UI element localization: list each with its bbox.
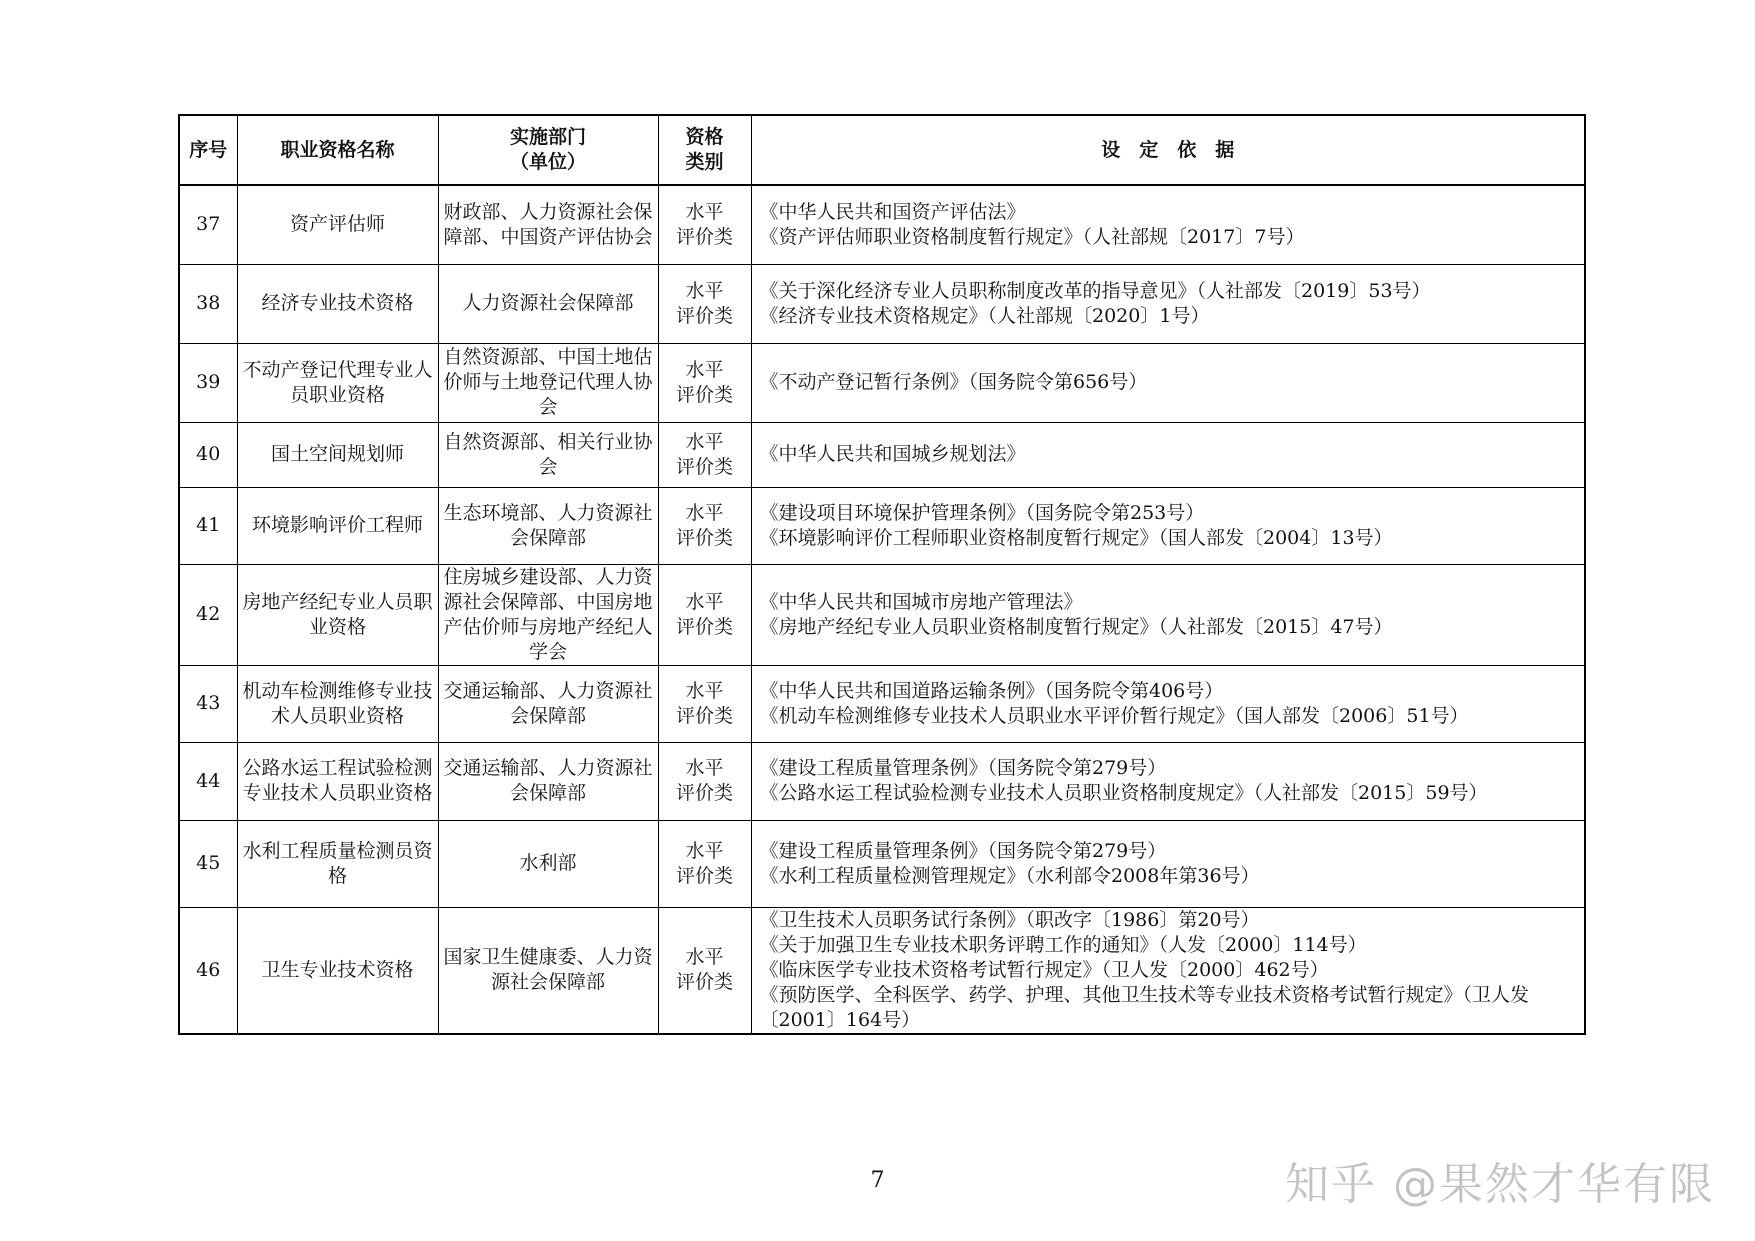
cell-category: 水平 评价类 (658, 820, 751, 907)
cell-name: 环境影响评价工程师 (237, 487, 438, 564)
cell-dept: 生态环境部、人力资源社会保障部 (438, 487, 658, 564)
cell-basis (751, 564, 1585, 665)
basis-line: 《水利工程质量检测管理规定》（水利部令2008年第36号） (759, 864, 1260, 887)
cell-category: 水平 评价类 (658, 907, 751, 1034)
table-header-row (179, 115, 1585, 185)
cell-seq: 44 (179, 742, 237, 820)
table-body (179, 185, 1585, 1034)
header-basis: 设 定 依 据 (751, 115, 1585, 185)
header-name: 职业资格名称 (237, 115, 438, 185)
cell-category: 水平 评价类 (658, 564, 751, 665)
table-row (179, 907, 1585, 1034)
cell-name: 水利工程质量检测员资格 (237, 820, 438, 907)
cell-dept: 自然资源部、中国土地估价师与土地登记代理人协会 (438, 343, 658, 422)
table-row (179, 422, 1585, 487)
page-number: 7 (870, 1168, 885, 1193)
table-row (179, 487, 1585, 564)
cell-basis (751, 343, 1585, 422)
table-row (179, 343, 1585, 422)
cell-name: 经济专业技术资格 (237, 264, 438, 343)
cell-basis (751, 820, 1585, 907)
basis-line: 《建设工程质量管理条例》（国务院令第279号） (759, 757, 1167, 779)
header-category: 资格 类别 (658, 115, 751, 185)
basis-line: 《中华人民共和国道路运输条例》（国务院令第406号） (759, 679, 1224, 702)
cell-basis (751, 185, 1585, 264)
basis-line: 《中华人民共和国资产评估法》 (759, 200, 1026, 223)
cell-basis (751, 264, 1585, 343)
cell-dept: 交通运输部、人力资源社会保障部 (438, 665, 658, 742)
cell-dept: 水利部 (438, 820, 658, 907)
header-dept: 实施部门 （单位） (438, 115, 658, 185)
basis-line: 《建设项目环境保护管理条例》（国务院令第253号） (759, 501, 1205, 524)
basis-line: 《环境影响评价工程师职业资格制度暂行规定》（国人部发〔2004〕13号） (759, 526, 1393, 549)
cell-basis (751, 742, 1585, 820)
cell-name: 机动车检测维修专业技术人员职业资格 (237, 665, 438, 742)
cell-category: 水平 评价类 (658, 487, 751, 564)
cell-name: 公路水运工程试验检测专业技术人员职业资格 (237, 742, 438, 820)
basis-line: 《关于加强卫生专业技术职务评聘工作的通知》（人发〔2000〕114号） (759, 933, 1367, 956)
basis-line: 《机动车检测维修专业技术人员职业水平评价暂行规定》（国人部发〔2006〕51号） (759, 704, 1469, 727)
basis-line: 《不动产登记暂行条例》（国务院令第656号） (759, 371, 1148, 393)
basis-line: 《卫生技术人员职务试行条例》（职改字〔1986〕第20号） (759, 908, 1260, 931)
cell-category: 水平 评价类 (658, 742, 751, 820)
table-row (179, 264, 1585, 343)
basis-line: 《关于深化经济专业人员职称制度改革的指导意见》（人社部发〔2019〕53号） (759, 279, 1431, 302)
cell-category: 水平 评价类 (658, 343, 751, 422)
table-row (179, 185, 1585, 264)
cell-name: 房地产经纪专业人员职业资格 (237, 564, 438, 665)
table-row (179, 665, 1585, 742)
basis-line: 《中华人民共和国城乡规划法》 (759, 443, 1026, 465)
cell-seq: 41 (179, 487, 237, 564)
cell-seq: 45 (179, 820, 237, 907)
cell-dept: 交通运输部、人力资源社会保障部 (438, 742, 658, 820)
basis-line: 《房地产经纪专业人员职业资格制度暂行规定》（人社部发〔2015〕47号） (759, 615, 1393, 638)
table-row (179, 820, 1585, 907)
cell-basis (751, 665, 1585, 742)
cell-seq: 37 (179, 185, 237, 264)
basis-line: 《经济专业技术资格规定》（人社部规〔2020〕1号） (759, 304, 1210, 327)
cell-name: 资产评估师 (237, 185, 438, 264)
cell-seq: 40 (179, 422, 237, 487)
cell-seq: 43 (179, 665, 237, 742)
cell-dept: 财政部、人力资源社会保障部、中国资产评估协会 (438, 185, 658, 264)
basis-line: 《预防医学、全科医学、药学、护理、其他卫生技术等专业技术资格考试暂行规定》（卫人发〔2001〕164号） (759, 983, 1530, 1031)
cell-basis (751, 907, 1585, 1034)
cell-category: 水平 评价类 (658, 185, 751, 264)
cell-name: 卫生专业技术资格 (237, 907, 438, 1034)
cell-name: 国土空间规划师 (237, 422, 438, 487)
cell-category: 水平 评价类 (658, 264, 751, 343)
cell-category: 水平 评价类 (658, 665, 751, 742)
cell-category: 水平 评价类 (658, 422, 751, 487)
qualification-table (178, 114, 1586, 1035)
cell-seq: 42 (179, 564, 237, 665)
cell-seq: 39 (179, 343, 237, 422)
cell-seq: 38 (179, 264, 237, 343)
cell-basis (751, 422, 1585, 487)
table-row (179, 742, 1585, 820)
basis-line: 《资产评估师职业资格制度暂行规定》（人社部规〔2017〕7号） (759, 225, 1305, 248)
basis-line: 《建设工程质量管理条例》（国务院令第279号） (759, 839, 1167, 862)
cell-dept: 自然资源部、相关行业协会 (438, 422, 658, 487)
basis-line: 《中华人民共和国城市房地产管理法》 (759, 590, 1083, 613)
cell-dept: 国家卫生健康委、人力资源社会保障部 (438, 907, 658, 1034)
header-seq: 序号 (179, 115, 237, 185)
cell-dept: 住房城乡建设部、人力资源社会保障部、中国房地产估价师与房地产经纪人学会 (438, 564, 658, 665)
basis-line: 《公路水运工程试验检测专业技术人员职业资格制度规定》（人社部发〔2015〕59号） (759, 782, 1488, 804)
table-row (179, 564, 1585, 665)
cell-basis (751, 487, 1585, 564)
cell-seq: 46 (179, 907, 237, 1034)
cell-name: 不动产登记代理专业人员职业资格 (237, 343, 438, 422)
cell-dept: 人力资源社会保障部 (438, 264, 658, 343)
watermark: 知乎 @果然才华有限 (1285, 1159, 1715, 1210)
basis-line: 《临床医学专业技术资格考试暂行规定》（卫人发〔2000〕462号） (759, 958, 1329, 981)
